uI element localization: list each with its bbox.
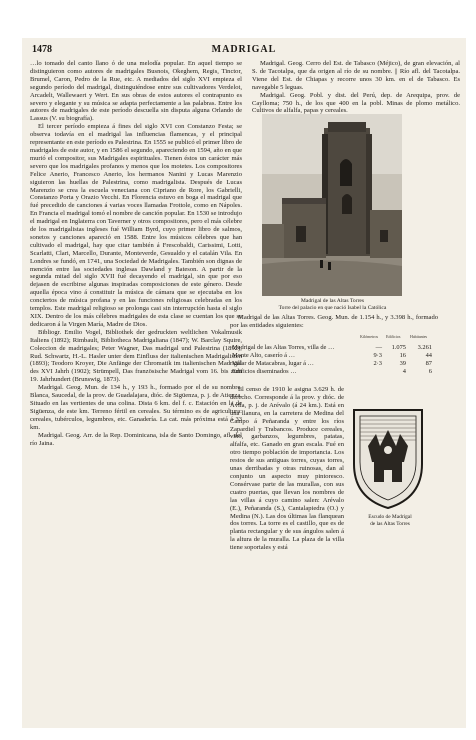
coat-caption [344, 514, 436, 528]
entry-paragraph: Madrigal. Geog. Pobl. y dist. del Perú, dep. de Arequipa, prov. de Caylloma; 750 h., de los que 400 en la pobl. Minas de plomo metálico. Cultivos de alfalfa, papas y cereales. [252, 91, 460, 115]
table-row [232, 344, 438, 352]
row-name: Villar de Matacabras, lugar á … [232, 360, 314, 367]
photo-caption [240, 298, 425, 312]
paragraph: …lo tomado del canto llano ó de una melodía popular. En aquel tiempo se distinguieron como autores de madrigales Busnois, Okeghem, Regis, Tinctor, Brumel, Caron, Pedro de la Rue, etc. A mediados del siglo XVI empieza el segundo período del madrigal, distinguiéndose entre sus cultivadores Verdelot, Arcadelt, Wallewaert y Wert. En sus obras de estos autores el contrapunto es severo y elegante y su música se adapta perfectamente a las palabras. Entre los autores de madrigales de este período descuella sin disputa alguna Orlando de Lassus (V. su biografía). [30, 60, 242, 123]
page-title: MADRIGAL [211, 44, 277, 55]
header-edificios: Edificios [386, 334, 401, 339]
row-habitantes: 6 [428, 368, 432, 375]
tower-photograph [262, 114, 402, 296]
row-name: Edificios diseminados … [232, 368, 297, 375]
coat-caption-line: de las Altas Torres [370, 520, 410, 527]
photo-caption-line: Madrigal de las Altas Torres [300, 298, 365, 304]
entry-paragraph: Madrigal. Geog. Arr. de la Rep. Dominicana, isla de Santo Domingo, afl. del río Jaina. [30, 431, 242, 447]
row-edificios: 39 [399, 360, 406, 367]
row-km: — [375, 344, 382, 351]
row-name: Madrigal de las Altas Torres, villa de … [232, 344, 335, 351]
entry-paragraph: El censo de 1910 le asigna 3.629 h. de derecho. Corresponde á la prov. y dióc. de Ávila, p. j. de Arévalo (á 24 km.). Está en una llanura, en la carretera de Medina del Campo á Peñaranda y entre los ríos Zapardiel y Trabancos. Produce cereales, vino, garbanzos, legumbres, patatas, alfalfa, etc. Ganado en gran escala. Fué en otro tiempo población de importancia. Los restos de sus antiguas torres, cuyas torres, unas derribadas y otras ruinosas, dan al conjunto un aspecto muy pintoresco. Consérvase parte de las murallas, con sus cuatro puertas, que llevan los nombres de las villas á cuyo camino salen: Arévalo (E.), Peñaranda (S.), Cantalapiedra (O.) y Medina (N.). Las dos últimas las flanquean dos torres. La torre es el castillo, que es de planta rectangular y de sus ángulos salen á la altura de la muralla. La plaza de la villa tiene soportales y está [230, 386, 344, 552]
right-mid-column [230, 314, 438, 330]
row-edificios: 4 [402, 368, 406, 375]
right-bottom-column [230, 386, 344, 728]
entry-paragraph: Madrigal. Geog. Mun. de 134 h., y 193 h., formado por el de su nombre, Blanca, Saucedal, de la prov. de Guadalajara, dióc. de Sigüenza, p. j. de Atienza. Situado en las vertientes de una colina. Dista 6 km. del f. c. Estación en la de Sigüenza, de este km. Terreno fértil en cereales. Su término es de agricultura: cereales, tubérculos, legumbres, etc. Ganadería. La cat. más próxima está á 33 km. [30, 384, 242, 431]
row-habitantes: 87 [425, 360, 432, 367]
entry-paragraph: Madrigal de las Altas Torres. Geog. Mun. de 1.154 h., y 3.398 h., formado por las entidades siguientes: [230, 314, 438, 329]
header-habitantes: Habitantes [410, 334, 428, 339]
row-habitantes: 3.261 [417, 344, 432, 351]
row-edificios: 16 [399, 352, 406, 359]
page-overlay [22, 38, 466, 728]
coat-of-arms-image [350, 406, 426, 510]
page-number: 1478 [32, 44, 52, 55]
paragraph: El tercer período empieza á fines del siglo XVI con Constanzo Festa; se observa todavía en el madrigal las influencias flamencas, y el principal representante en este período es Palestrina. En 1555 se publicó el primer libro de madrigales de este autor, y en 1586 el segundo, apareciendo en 1594, año en que murió el compositor, sus Madrigales espirituales. Tienen éstos un carácter más severo que los madrigales profanos y menos que los motetes. Los compositores Felice Anerio, Francesco Anerio, los hermanos Nanini y Lucas Marenzio siguieron las huellas de Palestrina, como madrigalista. Después de Lucas Marenzio se crea la escuela veneciana con Cipriano de Rore, los Gabrielli, Constanzo Porta y Orazio Vecchi. En Florencia estuvo en boga el madrigal que fué precedido de canciones á varias voces llamadas Frottole, como en Nápoles. En Francia el madrigal tomó el nombre de canción popular. En 1530 se introdujo el madrigal en Inglaterra con Taverner y otros compositores, pero el más célebre de los madrigalistas ingleses fué William Byrd, cuyo primer libro de salmos, sonetos y canciones apareció en 1588. Entre los músicos célebres que han cultivado el madrigal, hay que citar también á Frescobaldi, Carissimi, Lotti, Scarlatti, Clari, Marcello, Durante, Monteverde, Gesualdo y el catalán Vila. En Londres se fundó, en 1741, una Sociedad de Madrigales. También son dignas de mención entre las sociedades inglesas Dawland y Bateson. A partir de la segunda mitad del siglo XVII fué decayendo el madrigal, sin que por eso dejasen de escribirse algunas inspiradas composiciones de este género. Desde aquella época vino á constituir la música de cámara que se ejecutaba en los conciertos de música profana y en las funciones religiosas celebradas en los templos. Este madrigal religioso se prolonga casi sin interrupción hasta el siglo XIX. Dentro de los más célebres madrigales de esta clase se cuentan los que se dedicaron á la Virgen María, Madre de Dios. [30, 123, 242, 328]
row-km: 9·3 [373, 352, 382, 359]
row-habitantes: 44 [425, 352, 432, 359]
coat-caption-line: Escudo de Madrigal [368, 514, 412, 520]
table-row [232, 368, 438, 376]
row-edificios: 1.075 [391, 344, 406, 351]
table-row [232, 360, 438, 368]
table-row [232, 352, 438, 360]
row-name: Monte Alto, caserío á … [232, 352, 296, 359]
entry-paragraph: Madrigal. Geog. Cerro del Est. de Tabasco (Méjico), de gran elevación, al S. de Tacotalpa, que da origen al río de su nombre. || Río afl. del Tacotalpa. Viene del Est. de Chiapas y recorre unos 30 km. en el de Tabasco. Es navegable 5 leguas. [252, 60, 460, 91]
stats-table-header [232, 334, 438, 342]
photo-caption-line: Torre del palacio en que nació Isabel la Católica [278, 305, 387, 311]
stats-table [232, 344, 438, 376]
bibliography-paragraph: Bibliogr. Emilio Vogel, Bibliothek der gedruckten weltlichen Vokalmusik Italiens (1892); Rimbault, Bibliotheca Madrigaliana (1847); W. Barclay Squire, Coleccion de madrigales; Peter Wagner, Das madrigal und Palestrina (1892); Rud. Schwartz, H.-L. Hasler unter dem Einfluss der italienischen Madrigalisten (1893); Teodoro Kroyer, Die Anfänge der Chromatik im italienischen Madrigal des XVI Jahrh (1902); Strümpell, Das französische Madrigal vom 16. bis zum 19. Jahrhundert (Brunswig, 1873). [30, 328, 242, 384]
row-km: 2·3 [373, 360, 382, 367]
header-km: Kilómetros [360, 334, 378, 339]
